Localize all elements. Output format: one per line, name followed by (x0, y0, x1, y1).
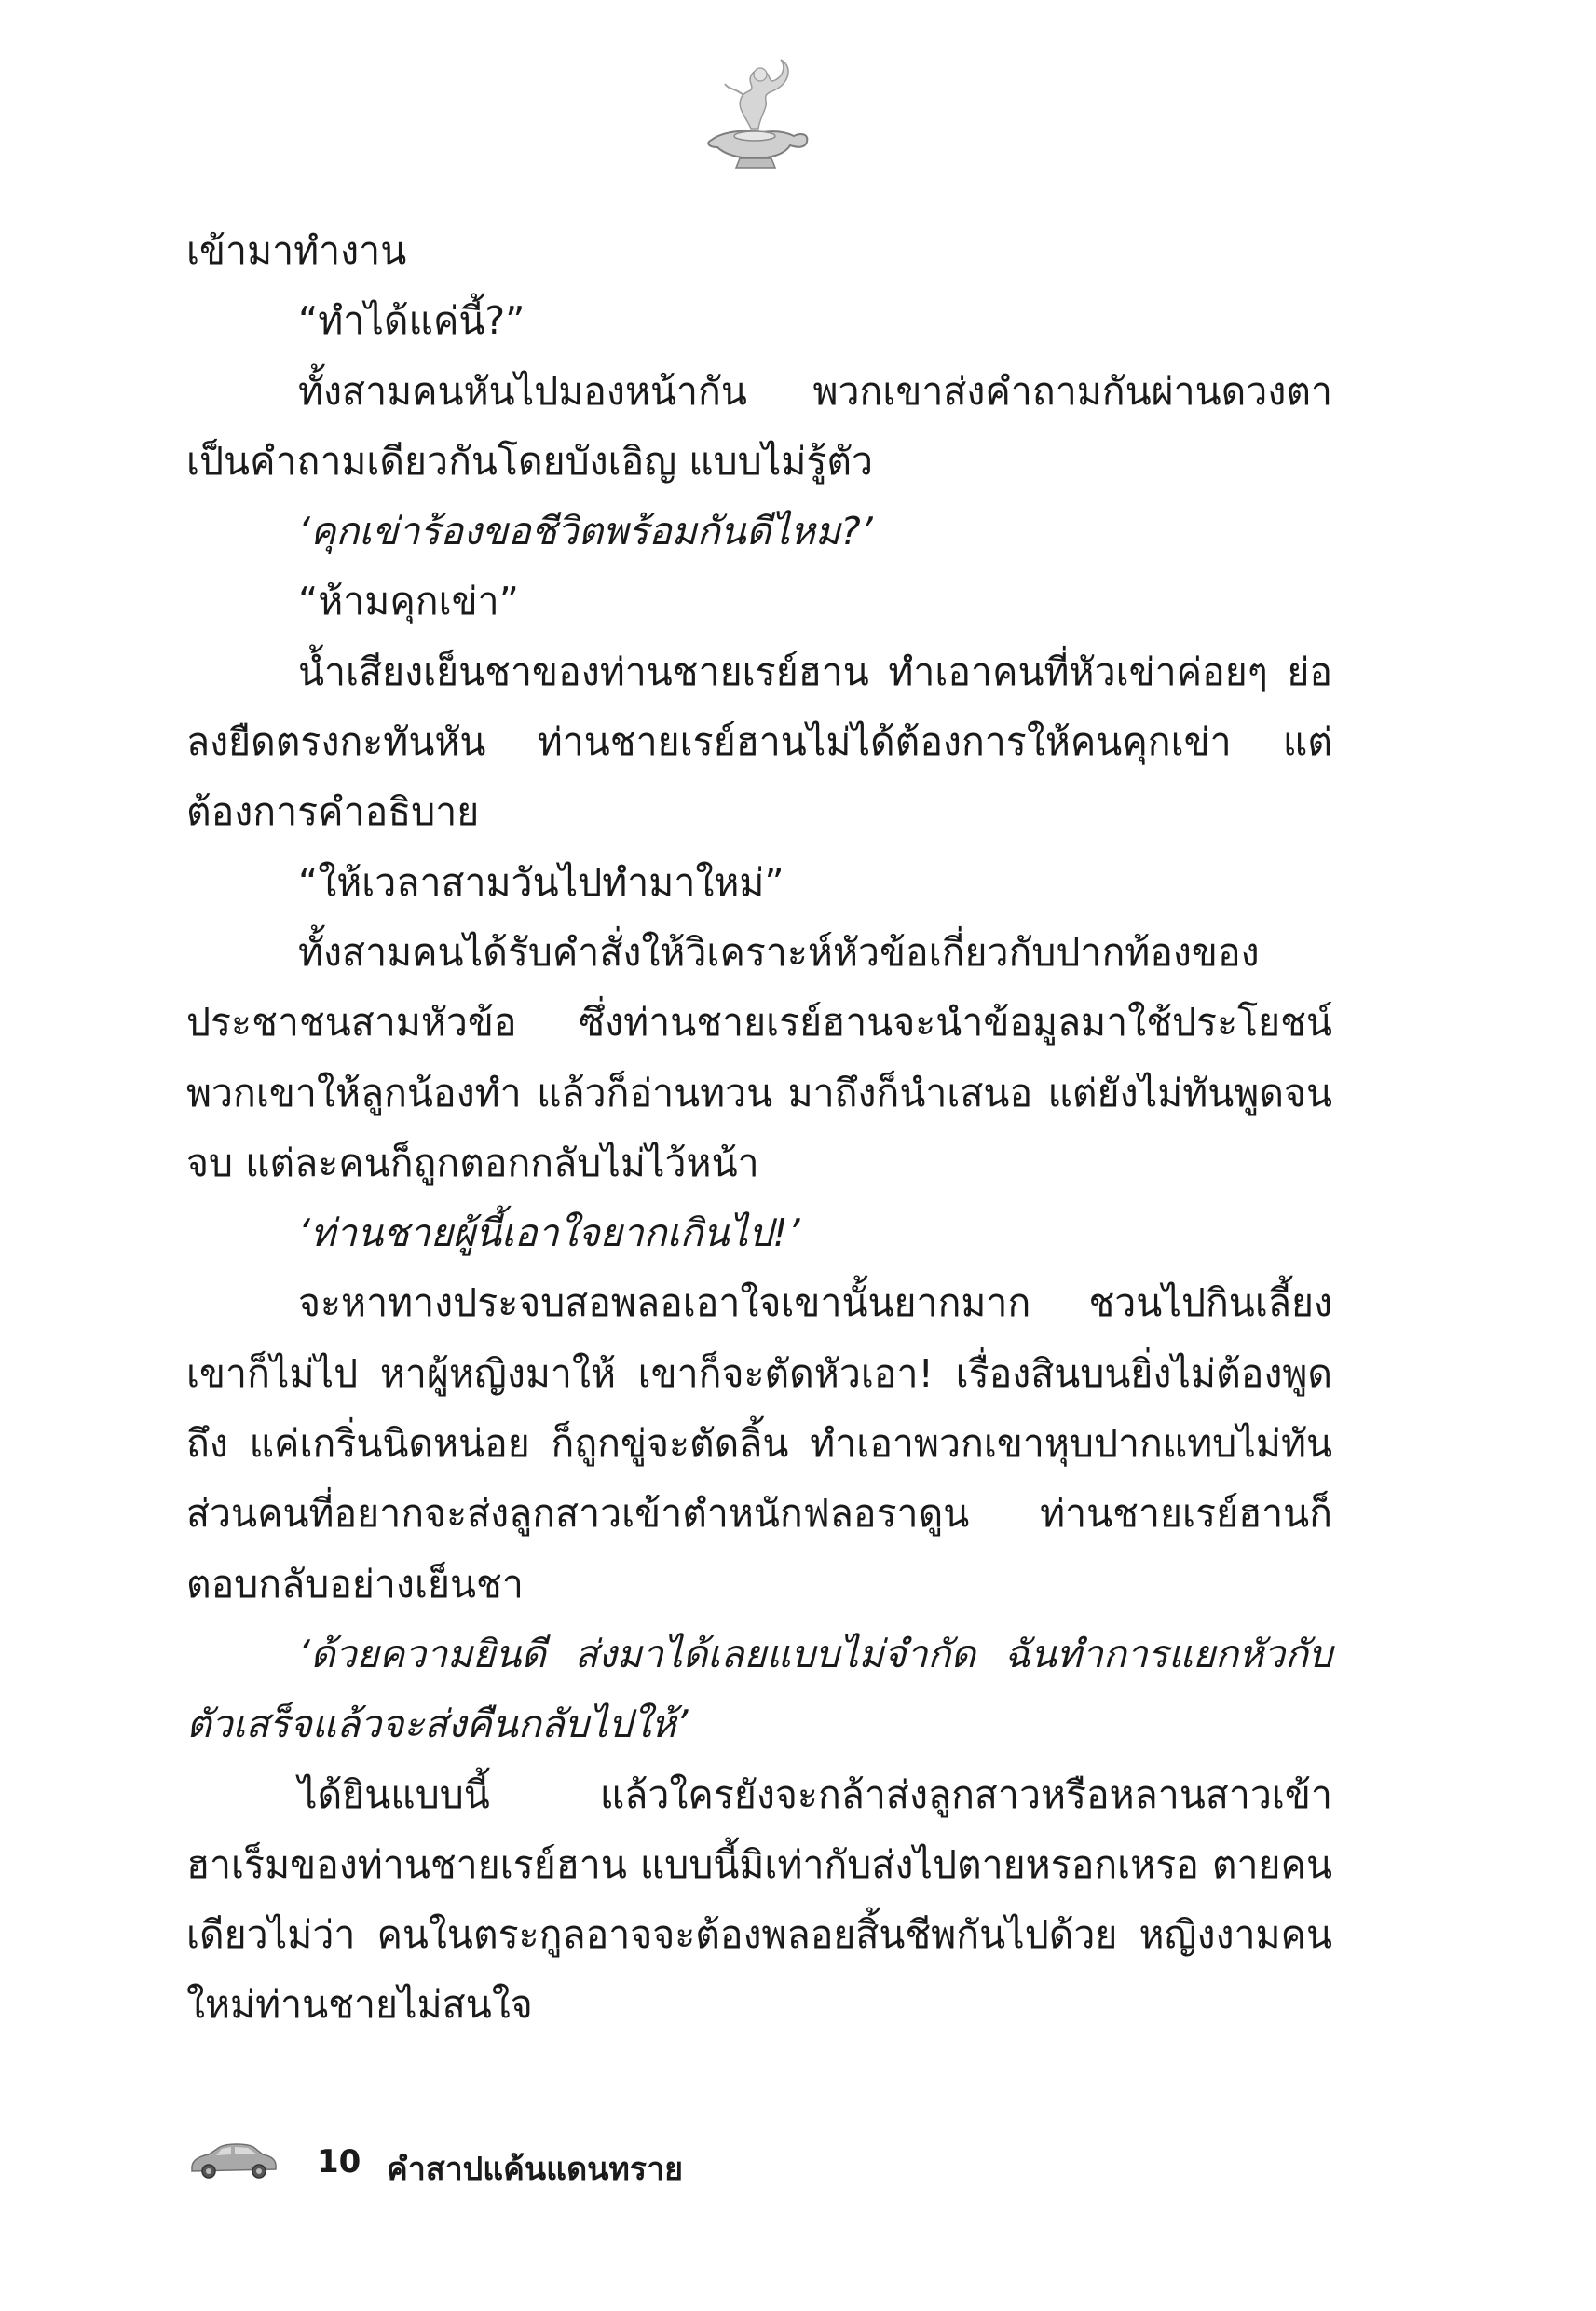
body-text (186, 216, 1332, 2041)
paragraph: เข้ามาทำงาน (186, 228, 407, 273)
paragraph: “ให้เวลาสามวันไปทำมาใหม่” (298, 859, 784, 905)
paragraph: “ห้ามคุกเข่า” (298, 579, 519, 624)
paragraph: ทั้งสามคนได้รับคำสั่งให้วิเคราะห์หัวข้อเกี่ยวกับปากท้องของประชาชนสามหัวข้อ ซึ่งท่านชายเรย์ฮานจะนำข้อมูลมาใช้ประโยชน์ พวกเขาให้ลูกน้องทำ แล้วก็อ่านทวน มาถึงก็นำเสนอ แต่ยังไม่ทันพูดจนจบ แต่ละคนก็ถูกตอกกลับไม่ไว้หน้า (186, 929, 1332, 1185)
paragraph: ทั้งสามคนหันไปมองหน้ากัน พวกเขาส่งคำถามกันผ่านดวงตาเป็นคำถามเดียวกันโดยบังเอิญ แบบไม่รู้ตัว (186, 368, 1332, 484)
page-footer (186, 2134, 1025, 2199)
book-title: คำสาปแค้นแดนทราย (387, 2151, 684, 2188)
genie-lamp-icon (689, 47, 820, 177)
thought-paragraph: ‘ท่านชายผู้นี้เอาใจยากเกินไป!’ (298, 1210, 800, 1256)
paragraph: ได้ยินแบบนี้ แล้วใครยังจะกล้าส่งลูกสาวหรือหลานสาวเข้าฮาเร็มของท่านชายเรย์ฮาน แบบนี้มิเท่ากับส่งไปตายหรอกเหรอ ตายคนเดียวไม่ว่า คนในตระกูลอาจจะต้องพลอยสิ้นชีพกันไปด้วย หญิงงามคนใหม่ท่านชายไม่สนใจ (186, 1771, 1332, 2028)
thought-paragraph: ‘คุกเข่าร้องขอชีวิตพร้อมกันดีไหม?’ (298, 509, 873, 554)
paragraph: น้ำเสียงเย็นชาของท่านชายเรย์ฮาน ทำเอาคนที่หัวเข่าค่อยๆ ย่อลงยืดตรงกะทันหัน ท่านชายเรย์ฮานไม่ได้ต้องการให้คนคุกเข่า แต่ต้องการคำอธิบาย (186, 649, 1332, 835)
car-icon (186, 2136, 280, 2181)
page-number: 10 (317, 2143, 361, 2181)
thought-paragraph: ‘ด้วยความยินดี ส่งมาได้เลยแบบไม่จำกัด ฉันทำการแยกหัวกับตัวเสร็จแล้วจะส่งคืนกลับไปให้’ (186, 1631, 1332, 1747)
paragraph: จะหาทางประจบสอพลอเอาใจเขานั้นยากมาก ชวนไปกินเลี้ยง เขาก็ไม่ไป หาผู้หญิงมาให้ เขาก็จะตัดหัวเอา! เรื่องสินบนยิ่งไม่ต้องพูดถึง แค่เกริ่นนิดหน่อย ก็ถูกขู่จะตัดลิ้น ทำเอาพวกเขาหุบปากแทบไม่ทัน ส่วนคนที่อยากจะส่งลูกสาวเข้าตำหนักฟลอราดูน ท่านชายเรย์ฮานก็ตอบกลับอย่างเย็นชา (186, 1280, 1332, 1607)
paragraph: “ทำได้แค่นี้?” (298, 298, 525, 344)
